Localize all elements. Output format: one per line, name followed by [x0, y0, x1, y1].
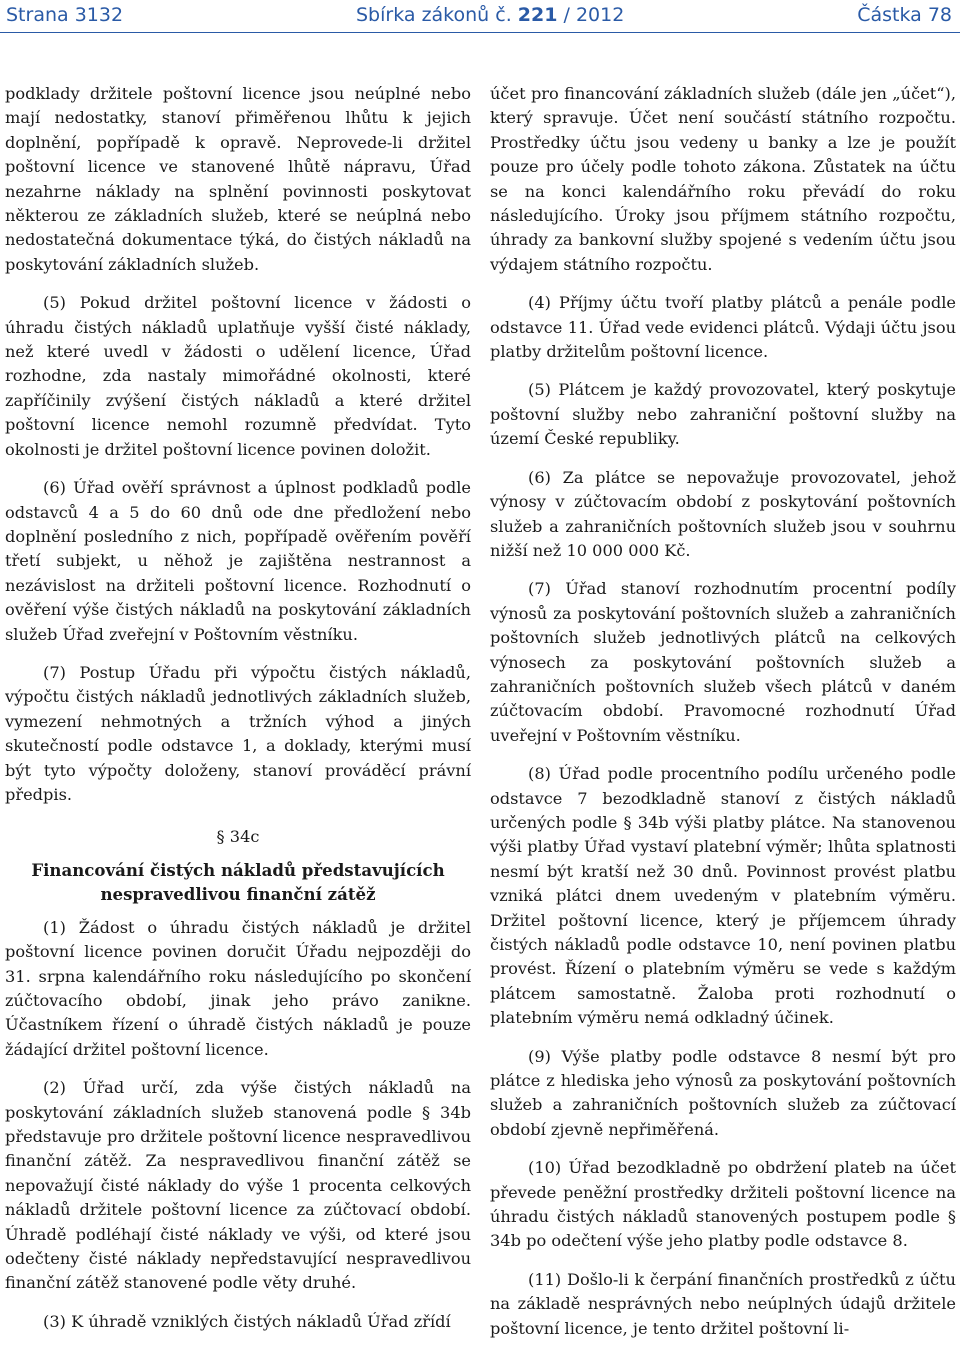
paragraph-6: (6) Úřad ověří správnost a úplnost podkladů podle odstavců 4 a 5 do 60 dnů ode dne předložení nebo doplnění posledního z nich, popřípadě ověřením pověří třetí subjekt, u něhož je zajištěna nestrannost a nezávislost na držiteli poštovní licence. Rozhodnutí o ověření výše čistých nákladů na poskytování základních služeb Úřad zveřejní v Poštovním věstníku. — [5, 478, 471, 644]
paragraph-7: (7) Postup Úřadu při výpočtu čistých nákladů, výpočtu čistých nákladů jednotlivých základních služeb, vymezení nehmotných a tržních výhod a jiných skutečností podle odstavce 1, a doklady, kterými musí být tyto výpočty doloženy, stanoví prováděcí právní předpis. — [5, 662, 471, 804]
paragraph-r11: (11) Došlo-li k čerpání finančních prostředků z účtu na základě nesprávných nebo neúplných údajů držitele poštovní licence, je tento držitel poštovní li- — [490, 1269, 956, 1338]
paragraph-r5: (5) Plátcem je každý provozovatel, který poskytuje poštovní služby nebo zahraniční poštovní služby na území České republiky. — [490, 380, 956, 449]
section-paragraph-2: (2) Úřad určí, zda výše čistých nákladů na poskytování základních služeb stanovená podle § 34b představuje pro držitele poštovní licence nespravedlivou finanční zátěž. Za nespravedlivou finanční zátěž se nepovažují čisté náklady do výše 1 procenta celkových nákladů držitele poštovní licence za zúčtovací období. Úhradě podléhají čisté náklady ve výši, od které jsou odečteny čisté náklady nepředstavující nespravedlivou finanční zátěž stanovené podle věty druhé. — [5, 1078, 471, 1293]
paragraph-continuation: podklady držitele poštovní licence jsou neúplné nebo mají nedostatky, stanoví přiměřenou lhůtu k jejich doplnění, popřípadě k opravě. Neprovede-li držitel poštovní licence ve stanovené lhůtě nápravu, Úřad nezahrne náklady na splnění povinnosti poskytovat některou ze základních služeb, které se neúplná nebo nedostatečná dokumentace týká, do čistých nákladů na poskytování základních služeb. — [5, 84, 471, 274]
paragraph-r4: (4) Příjmy účtu tvoří platby plátců a penále podle odstavce 11. Úřad vede evidenci plátců. Výdaji účtu jsou platby držitelům poštovní licence. — [490, 293, 956, 362]
header-rule — [0, 32, 960, 33]
collection-prefix: Sbírka zákonů č. — [356, 4, 512, 26]
section-number: § 34c — [216, 827, 260, 847]
paragraph-r10: (10) Úřad bezodkladně po obdržení plateb na účet převede peněžní prostředky držiteli poštovní licence na úhradu čistých nákladů stanovených postupem podle § 34b po odečtení výše jeho platby podle odstavce 8. — [490, 1158, 956, 1251]
collection-reference — [356, 4, 624, 26]
right-column — [490, 82, 956, 1355]
law-year: / 2012 — [563, 4, 625, 26]
paragraph-r6: (6) Za plátce se nepovažuje provozovatel, jehož výnosy v zúčtovacím období z poskytování poštovních služeb a zahraničních poštovních služeb jsou v souhrnu nižší než 10 000 000 Kč. — [490, 467, 956, 560]
left-column — [5, 82, 471, 1348]
page-header — [0, 0, 960, 34]
law-number: 221 — [517, 4, 558, 26]
section-paragraph-3: (3) K úhradě vzniklých čistých nákladů Úřad zřídí — [43, 1311, 451, 1331]
paragraph-r7: (7) Úřad stanoví rozhodnutím procentní podíly výnosů za poskytování poštovních služeb a zahraničních poštovních služeb jednotlivých plátců na celkových výnosech za poskytování poštovních služeb a zahraničních poštovních služeb všech plátců v daném zúčtovacím období. Pravomocné rozhodnutí Úřad uveřejní v Poštovním věstníku. — [490, 579, 956, 745]
paragraph-r8: (8) Úřad podle procentního podílu určeného podle odstavce 7 bezodkladně stanoví z čistých nákladů určených podle § 34b výši platby plátce. Na stanovenou výši platby Úřad vystaví platební výměr; lhůta splatnosti nesmí být kratší než 30 dnů. Povinnost provést platbu vzniká plátci dnem uvedeným v platebním výměru. Držitel poštovní licence, který je příjemcem úhrady čistých nákladů podle odstavce 10, není povinen platbu provést. Řízení o platebním výměru se vede s každým plátcem samostatně. Žaloba proti rozhodnutí o platebním výměru nemá odkladný účinek. — [490, 764, 956, 1028]
paragraph-5: (5) Pokud držitel poštovní licence v žádosti o úhradu čistých nákladů uplatňuje vyšší čisté náklady, než které uvedl v žádosti o udělení licence, Úřad rozhodne, zda nastaly mimořádné okolnosti, které zapříčinily zvýšení čistých nákladů a které držitel poštovní licence nemohl rozumně předvídat. Tyto okolnosti je držitel poštovní licence povinen doložit. — [5, 293, 471, 459]
section-title: Financování čistých nákladů představujících nespravedlivou finanční zátěž — [31, 859, 445, 904]
part-number: Částka 78 — [857, 4, 952, 26]
paragraph-continuation-right: účet pro financování základních služeb (dále jen „účet“), který spravuje. Účet není součástí státního rozpočtu. Prostředky účtu jsou vedeny u banky a lze je použít pouze pro účely podle tohoto zákona. Zůstatek na účtu se na konci kalendářního roku převádí do roku následujícího. Úroky jsou příjmem státního rozpočtu, úhrady za bankovní služby spojené s vedením účtu jsou výdajem státního rozpočtu. — [490, 84, 956, 274]
paragraph-r9: (9) Výše platby podle odstavce 8 nesmí být pro plátce z hlediska jeho výnosů za poskytování poštovních služeb a zahraničních poštovních služeb za zúčtovací období zjevně nepřiměřená. — [490, 1046, 956, 1139]
page-number: Strana 3132 — [6, 4, 124, 26]
section-paragraph-1: (1) Žádost o úhradu čistých nákladů je držitel poštovní licence povinen doručit Úřadu nejpozději do 31. srpna kalendářního roku následujícího po skončení zúčtovacího období, jinak jeho právo zanikne. Účastníkem řízení o úhradě čistých nákladů je pouze žádající držitel poštovní licence. — [5, 917, 471, 1059]
